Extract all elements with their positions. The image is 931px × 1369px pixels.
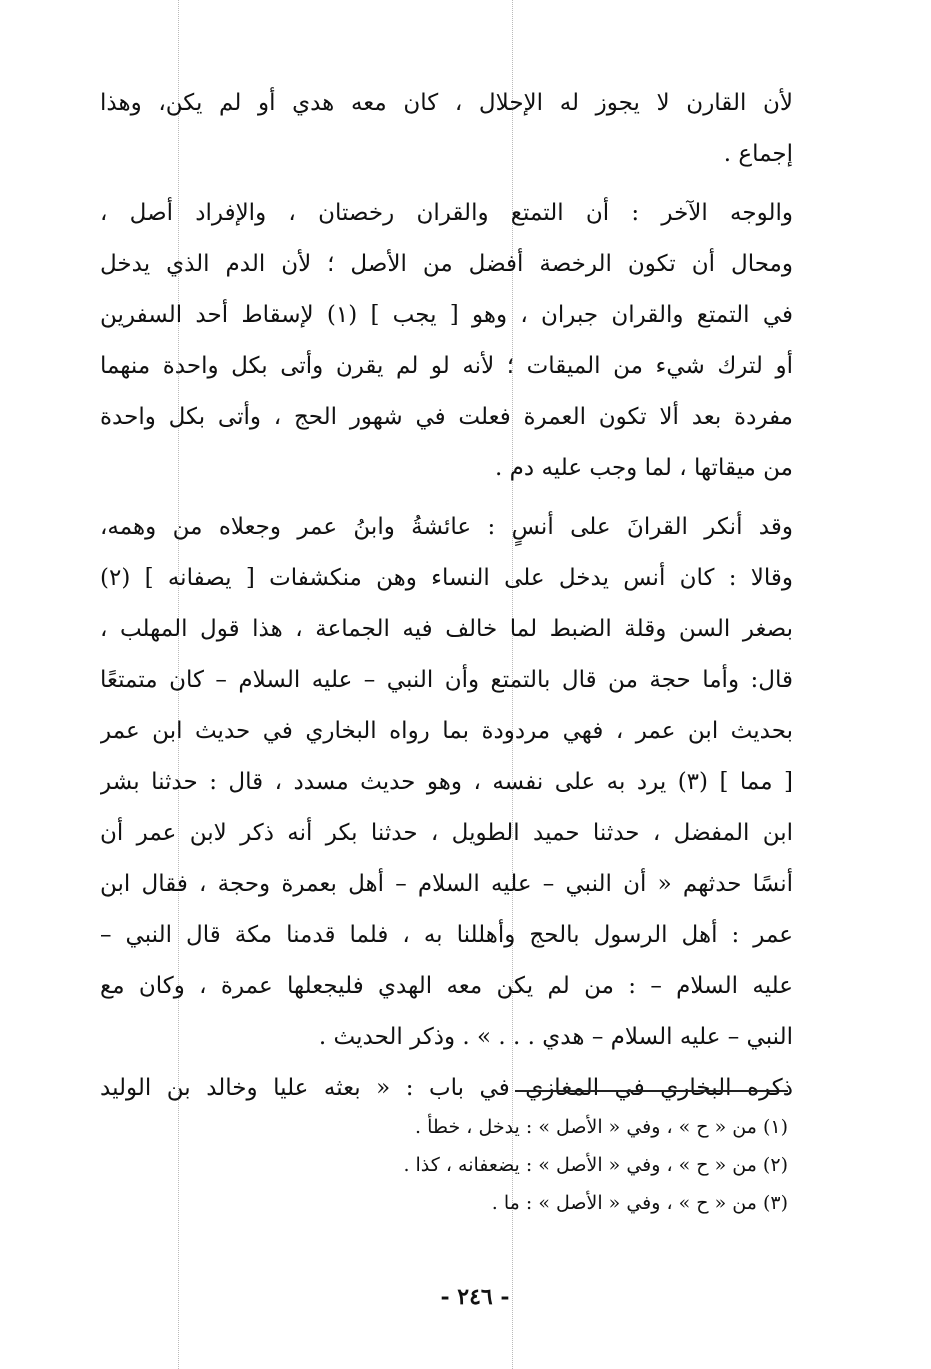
footnote: (٣) من « ح » ، وفي « الأصل » : ما . bbox=[491, 1192, 788, 1214]
text-line: وقالا : كان أنس يدخل على النساء وهن منكشفات [ يصفانه ] (٢) bbox=[100, 565, 793, 591]
text-line: أنسًا حدثهم « أن النبي – عليه السلام – أهل بعمرة وحجة ، فقال ابن bbox=[100, 871, 793, 897]
text-line: بصغر السن وقلة الضبط لما خالف فيه الجماعة ، هذا قول المهلب ، bbox=[100, 616, 793, 642]
text-line: قال: وأما حجة من قال بالتمتع وأن النبي – عليه السلام – كان متمتعًا bbox=[100, 667, 793, 693]
text-line: ابن المفضل ، حدثنا حميد الطويل ، حدثنا بكر أنه ذكر لابن عمر أن bbox=[100, 820, 793, 846]
footnote: (٢) من « ح » ، وفي « الأصل » : يضعفانه ، كذا . bbox=[403, 1154, 788, 1176]
text-line: وقد أنكر القرانَ على أنسٍ : عائشةُ وابنُ عمر وجعلاه من وهمه، bbox=[100, 514, 793, 540]
text-line: النبي – عليه السلام – هدي . . . » . وذكر الحديث . bbox=[318, 1024, 793, 1050]
footnotes bbox=[300, 1108, 788, 1222]
text-line: مفردة بعد ألا تكون العمرة فعلت في شهور الحج ، وأتى بكل واحدة bbox=[100, 404, 793, 430]
text-line: ومحال أن تكون الرخصة أفضل من الأصل ؛ لأن الدم الذي يدخل bbox=[100, 251, 793, 277]
text-line: أو لترك شيء من الميقات ؛ لأنه لو لم يقرن وأتى بكل واحدة منهما bbox=[100, 353, 793, 379]
text-line: [ مما ] (٣) يرد به على نفسه ، وهو حديث مسدد ، قال : حدثنا بشر bbox=[100, 769, 793, 795]
text-line: لأن القارن لا يجوز له الإحلال ، كان معه هدي أو لم يكن، وهذا bbox=[100, 90, 793, 116]
page-number: - ٢٤٦ - bbox=[440, 1284, 510, 1310]
text-line: عمر : أهل الرسول بالحج وأهللنا به ، فلما قدمنا مكة قال النبي – bbox=[100, 922, 793, 948]
text-line: بحديث ابن عمر ، فهي مردودة بما رواه البخاري في حديث ابن عمر bbox=[100, 718, 793, 744]
text-line: في التمتع والقران جبران ، وهو [ يجب ] (١) لإسقاط أحد السفرين bbox=[100, 302, 793, 328]
text-line: ذكره البخاري في المغازي في باب : « بعثه عليا وخالد بن الوليد bbox=[100, 1075, 793, 1101]
text-line: عليه السلام – : من لم يكن معه الهدي فليجعلها عمرة ، وكان مع bbox=[100, 973, 793, 999]
text-line: والوجه الآخر : أن التمتع والقران رخصتان ، والإفراد أصل ، bbox=[100, 200, 793, 226]
main-text bbox=[100, 78, 793, 1114]
footnote: (١) من « ح » ، وفي « الأصل » : يدخل ، خطأ . bbox=[415, 1116, 788, 1138]
text-line: إجماع . bbox=[723, 141, 793, 167]
text-line: من ميقاتها ، لما وجب عليه دم . bbox=[495, 455, 793, 481]
footnote-divider bbox=[515, 1090, 788, 1092]
